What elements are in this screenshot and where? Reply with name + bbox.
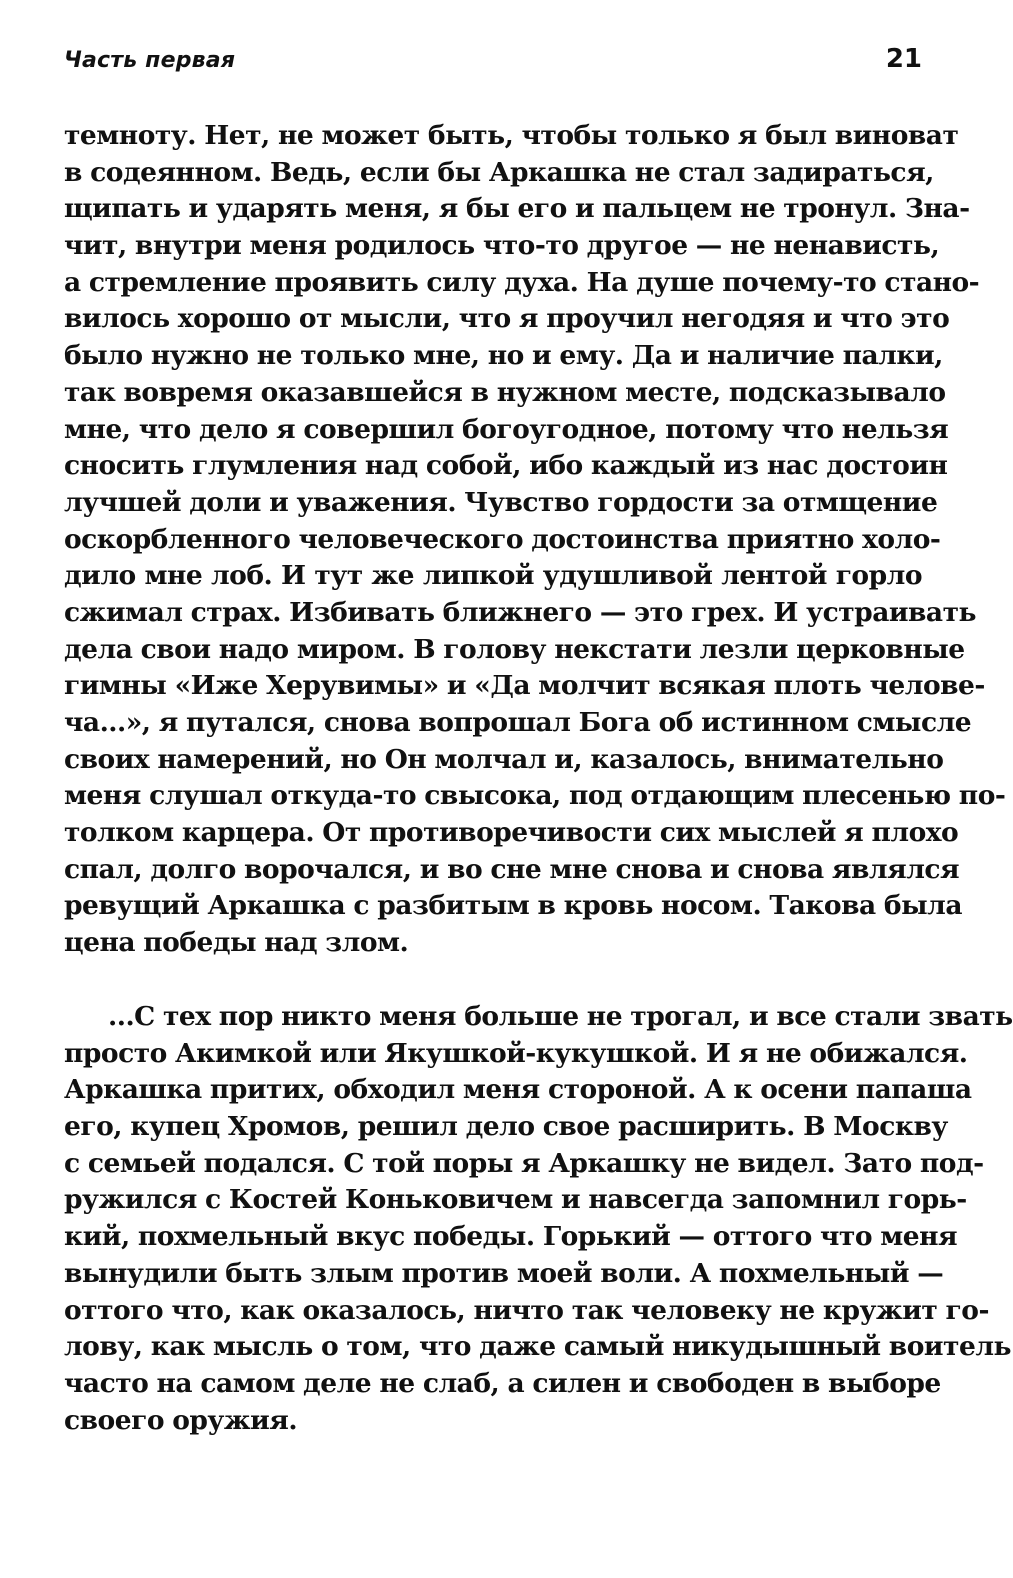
text-line: гимны «Иже Херувимы» и «Да молчит всякая плоть челове- xyxy=(64,670,985,702)
text-line: ...С тех пор никто меня больше не трогал, и все стали звать xyxy=(108,1001,1013,1032)
text-line: спал, долго ворочался, и во сне мне снова и снова являлся xyxy=(64,853,960,885)
text-line: с семьей подался. С той поры я Аркашку не видел. Зато под- xyxy=(64,1147,984,1179)
text-line: Аркашка притих, обходил меня стороной. А к осени папаша xyxy=(64,1074,972,1106)
text-line: ча...», я путался, снова вопрошал Бога об истинном смысле xyxy=(64,707,972,738)
text-line: так вовремя оказавшейся в нужном месте, подсказывало xyxy=(64,376,946,408)
text-line: кий, похмельный вкус победы. Горький — оттого что меня xyxy=(64,1221,958,1253)
text-line: ревущий Аркашка с разбитым в кровь носом. Такова была xyxy=(64,890,963,922)
text-line: вилось хорошо от мысли, что я проучил негодяя и что это xyxy=(64,303,950,335)
text-line: чит, внутри меня родилось что-то другое — не ненависть, xyxy=(64,230,940,262)
page-header xyxy=(64,44,922,78)
page-number: 21 xyxy=(885,44,922,74)
text-line: ружился с Костей Коньковичем и навсегда запомнил горь- xyxy=(64,1184,967,1216)
text-line: вынудили быть злым против моей воли. А похмельный — xyxy=(64,1257,944,1289)
text-line: темноту. Нет, не может быть, чтобы только я был виноват xyxy=(64,120,959,151)
text-line: было нужно не только мне, но и ему. Да и наличие палки, xyxy=(64,340,943,372)
paragraph-1 xyxy=(64,118,1006,962)
text-line: оттого что, как оказалось, ничто так человеку не кружит го- xyxy=(64,1294,989,1326)
text-line: его, купец Хромов, решил дело свое расширить. В Москву xyxy=(64,1111,948,1143)
text-line: своих намерений, но Он молчал и, казалось, внимательно xyxy=(64,743,944,775)
text-line: своего оружия. xyxy=(64,1404,298,1436)
text-line: лучшей доли и уважения. Чувство гордости за отмщение xyxy=(64,486,938,518)
text-line: часто на самом деле не слаб, а силен и свободен в выборе xyxy=(64,1367,941,1399)
text-line: просто Акимкой или Якушкой-кукушкой. И я не обижался. xyxy=(64,1037,968,1069)
text-line: сносить глумления над собой, ибо каждый из нас достоин xyxy=(64,450,948,482)
text-line: оскорбленного человеческого достоинства приятно холо- xyxy=(64,523,941,555)
text-line: щипать и ударять меня, я бы его и пальцем не тронул. Зна- xyxy=(64,193,970,225)
text-line: а стремление проявить силу духа. На душе почему-то стано- xyxy=(64,266,980,298)
text-line: дило мне лоб. И тут же липкой удушливой лентой горло xyxy=(64,560,922,592)
text-line: лову, как мысль о том, что даже самый никудышный воитель xyxy=(64,1331,1012,1363)
text-line: дела свои надо миром. В голову некстати лезли церковные xyxy=(64,633,965,665)
text-line: меня слушал откуда-то свысока, под отдающим плесенью по- xyxy=(64,780,1006,812)
text-line: толком карцера. От противоречивости сих мыслей я плохо xyxy=(64,817,959,849)
running-head: Часть первая xyxy=(64,48,236,73)
text-line: сжимал страх. Избивать ближнего — это грех. И устраивать xyxy=(64,596,977,628)
text-line: цена победы над злом. xyxy=(64,927,409,959)
paragraph-2 xyxy=(64,999,1013,1439)
text-line: в содеянном. Ведь, если бы Аркашка не стал задираться, xyxy=(64,156,934,188)
text-line: мне, что дело я совершил богоугодное, потому что нельзя xyxy=(64,413,949,445)
